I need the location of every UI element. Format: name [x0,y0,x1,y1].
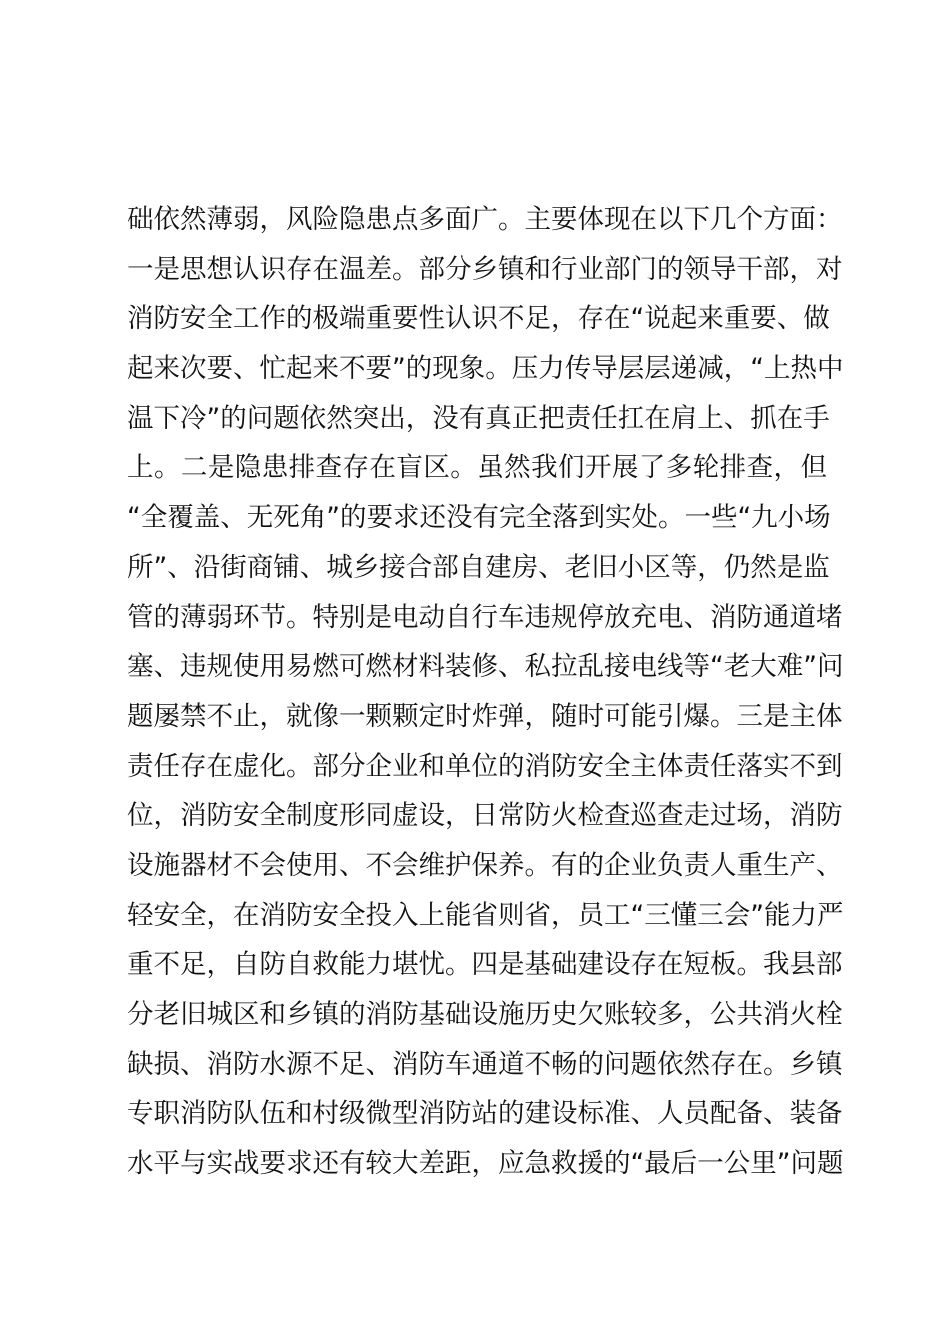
text-line: 责任存在虚化。部分企业和单位的消防安全主体责任落实不到 [127,750,843,782]
body-text [127,195,844,1189]
text-line: 起来次要、忙起来不要”的现象。压力传导层层递减，“上热中 [127,353,844,385]
text-line: 题屡禁不止，就像一颗颗定时炸弹，随时可能引爆。三是主体 [127,700,843,732]
text-line: 专职消防队伍和村级微型消防站的建设标准、人员配备、装备 [127,1098,843,1130]
text-line: 水平与实战要求还有较大差距，应急救援的“最后一公里”问题 [127,1148,844,1180]
text-line: 一是思想认识存在温差。部分乡镇和行业部门的领导干部，对 [127,253,843,285]
text-line: 重不足，自防自救能力堪忧。四是基础建设存在短板。我县部 [127,949,843,981]
text-line: 塞、违规使用易燃可燃材料装修、私拉乱接电线等“老大难”问 [127,651,844,683]
text-line: 消防安全工作的极端重要性认识不足，存在“说起来重要、做 [127,303,830,335]
text-line: 轻安全，在消防安全投入上能省则省，员工“三懂三会”能力严 [127,899,844,931]
text-line: 上。二是隐患排查存在盲区。虽然我们开展了多轮排查，但 [127,452,827,484]
text-line: 缺损、消防水源不足、消防车通道不畅的问题依然存在。乡镇 [127,1048,843,1080]
text-line: 分老旧城区和乡镇的消防基础设施历史欠账较多，公共消火栓 [127,999,843,1030]
text-line: 设施器材不会使用、不会维护保养。有的企业负责人重生产、 [127,849,843,881]
text-line: “全覆盖、无死角”的要求还没有完全落到实处。一些“九小场 [127,502,831,534]
text-line: 所”、沿街商铺、城乡接合部自建房、老旧小区等，仍然是监 [127,551,830,583]
text-line: 础依然薄弱，风险隐患点多面广。主要体现在以下几个方面： [127,204,843,235]
text-line: 位，消防安全制度形同虚设，日常防火检查巡查走过场，消防 [127,800,843,832]
text-line: 温下冷”的问题依然突出，没有真正把责任扛在肩上、抓在手 [127,402,830,434]
text-line: 管的薄弱环节。特别是电动自行车违规停放充电、消防通道堵 [127,601,843,633]
